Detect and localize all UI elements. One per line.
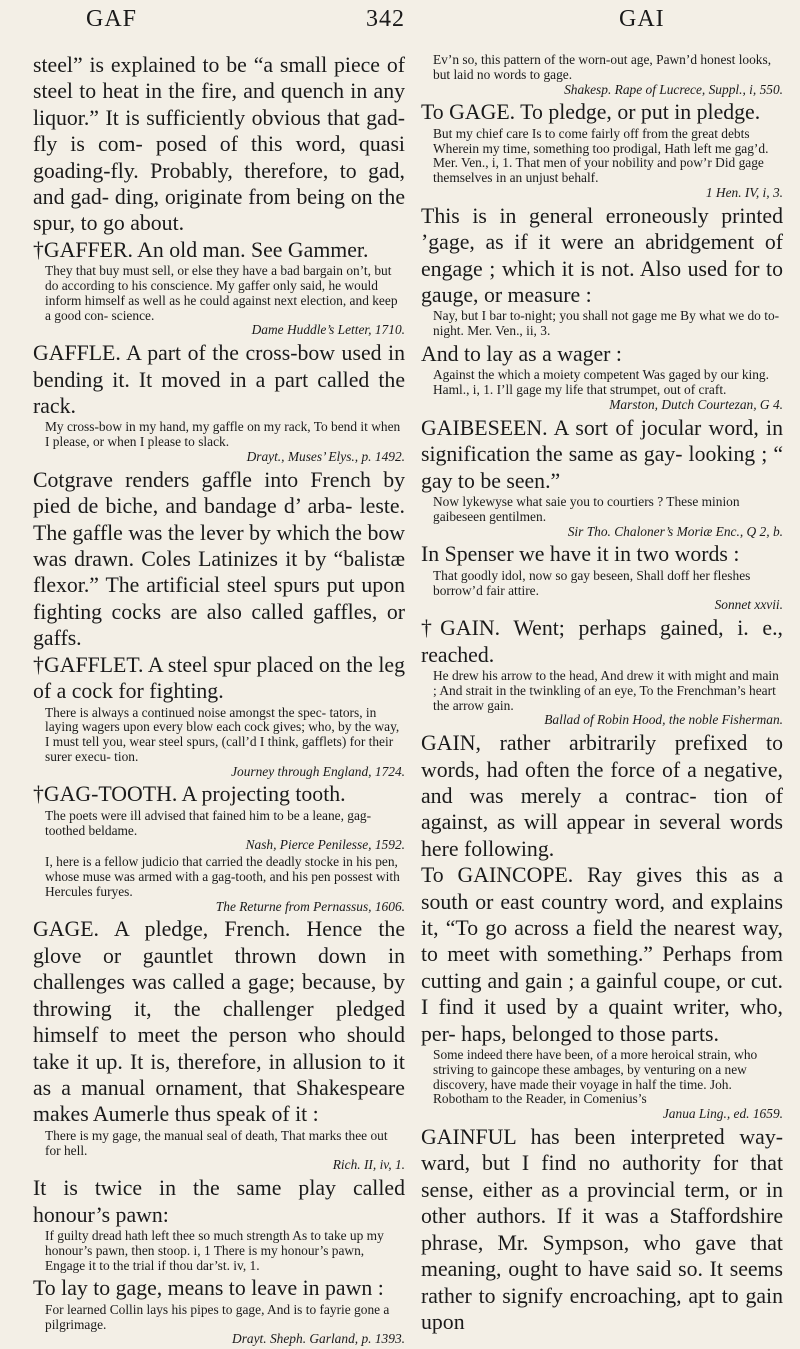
paragraph-text: If guilty dread hath left thee so much strength As to take up my honour’s pawn, then stoop. i, 1 There is my honour’s pawn, Engage it to the trial if thou dar’st. iv, 1. [45, 1227, 384, 1273]
citation-quote [33, 855, 405, 914]
citation-quote [33, 706, 405, 780]
source-citation: Shakesp. Rape of Lucrece, Suppl., i, 550. [564, 81, 783, 97]
entry-paragraph [421, 341, 783, 367]
paragraph-text: To GAINCOPE. Ray gives this as a south or east country word, and explains it, “To go across a field the nearest way, to meet with something.” Perhaps from cutting and gain ; a gainful coupe, or cut. I find it used by a quaint writer, who, per- haps, belonged to those parts. [421, 863, 783, 1046]
paragraph-text: GAFFLE. A part of the cross-bow used in bending it. It moved in a part called the rack. [33, 341, 405, 419]
source-citation: 1 Hen. IV, i, 3. [705, 184, 783, 200]
citation-quote [33, 1129, 405, 1173]
source-citation: Dame Huddle’s Letter, 1710. [251, 322, 405, 338]
entry-paragraph [33, 340, 405, 419]
entry-paragraph [33, 1275, 405, 1301]
paragraph-text: †GAIN. Went; perhaps gained, i. e., reached. [421, 616, 783, 667]
paragraph-text: This is in general erroneously printed ’gage, as if it were an abridgement of engage ; which it is not. Also used for to gauge, or measure : [421, 203, 783, 307]
source-citation: Journey through England, 1724. [231, 763, 405, 779]
right-column [421, 52, 783, 1335]
citation-quote [421, 127, 783, 201]
citation-quote [33, 264, 405, 338]
entry-paragraph [421, 1124, 783, 1335]
paragraph-text: There is always a continued noise amongst the spec- tators, in laying wagers upon every blow each cock gives; who, by the way, I must tell you, wear steel spurs, (call’d I think, gafflets) for their surer execu- tion. [45, 704, 400, 764]
source-citation: Sir Tho. Chaloner’s Moriæ Enc., Q 2, b. [567, 523, 783, 539]
source-citation: Marston, Dutch Courtezan, G 4. [609, 397, 783, 412]
entry-paragraph [421, 415, 783, 494]
source-citation: Ballad of Robin Hood, the noble Fisherman. [544, 712, 783, 728]
paragraph-text: My cross-bow in my hand, my gaffle on my rack, To bend it when I please, or when I please to slack. [45, 419, 401, 450]
entry-paragraph [33, 237, 405, 263]
citation-quote [421, 669, 783, 728]
source-citation: Janua Ling., ed. 1659. [662, 1106, 783, 1122]
paragraph-text: Now lykewyse what saie you to courtiers ? These minion gaibeseen gentilmen. [433, 494, 740, 524]
page-number: 342 [366, 6, 405, 32]
source-citation: Drayt. Sheph. Garland, p. 1393. [232, 1331, 405, 1347]
citation-quote [33, 809, 405, 853]
entry-paragraph [33, 781, 405, 807]
paragraph-text: GAINFUL has been interpreted way- ward, but I find no authority for that sense, either as a provincial term, or in other authors. If it was a Staffordshire phrase, Mr. Sympson, who gave that meaning, ought to have said so. It seems rather to signify encroaching, apt to gain upon [421, 1125, 783, 1334]
entry-paragraph [33, 52, 405, 237]
citation-quote [33, 420, 405, 464]
entry-paragraph [33, 916, 405, 1127]
paragraph-text: In Spenser we have it in two words : [421, 542, 740, 567]
paragraph-text: For learned Collin lays his pipes to gage, And is to fayrie gone a pilgrimage. [45, 1301, 390, 1332]
citation-quote [421, 569, 783, 613]
entry-paragraph [421, 203, 783, 309]
paragraph-text: GAGE. A pledge, French. Hence the glove or gauntlet thrown down in challenges was called a gage; because, by throwing it, the challenger pledged himself to meet the person who should take it up. It is, therefore, in allusion to it as a manual ornament, that Shakespeare makes Aumerle thus speak of it : [33, 917, 405, 1127]
paragraph-text: GAIBESEEN. A sort of jocular word, in signification the same as gay- looking ; “ gay to be seen.” [421, 415, 783, 493]
running-head-right: GAI [619, 6, 665, 32]
entry-paragraph [421, 862, 783, 1047]
citation-quote [33, 1303, 405, 1347]
paragraph-text: Cotgrave renders gaffle into French by pied de biche, and bandage d’ arba- leste. The gaffle was the lever by which the bow was drawn. Coles Latinizes it by “balistæ flexor.” The artificial steel spurs put upon fighting cocks are also called gaffles, or gaffs. [33, 467, 405, 651]
paragraph-text: There is my gage, the manual seal of death, That marks thee out for hell. [45, 1127, 388, 1158]
paragraph-text: It is twice in the same play called honour’s pawn: [33, 1176, 405, 1227]
entry-paragraph [421, 541, 783, 567]
paragraph-text: Nay, but I bar to-night; you shall not gage me By what we do to-night. Mer. Ven., ii, 3. [433, 308, 780, 339]
citation-quote [33, 1229, 405, 1273]
citation-quote [421, 53, 783, 97]
citation-quote [421, 309, 783, 339]
entry-paragraph [33, 1175, 405, 1228]
citation-quote [421, 1048, 783, 1122]
entry-paragraph [421, 730, 783, 862]
source-citation: Nash, Pierce Penilesse, 1592. [245, 837, 405, 853]
citation-quote [421, 368, 783, 412]
paragraph-text: The poets were ill advised that fained him to be a leane, gag-toothed beldame. [45, 807, 372, 838]
paragraph-text: GAIN, rather arbitrarily prefixed to words, had often the force of a negative, and was merely a contrac- tion of against, as will appear in several words here following. [421, 731, 783, 861]
source-citation: Rich. II, iv, 1. [332, 1157, 405, 1173]
paragraph-text: He drew his arrow to the head, And drew it with might and main ; And strait in the twinkling of an eye, To the Frenchman’s heart the arrow gain. [433, 668, 779, 713]
paragraph-text: To lay to gage, means to leave in pawn : [33, 1276, 384, 1301]
paragraph-text: Against the which a moiety competent Was gaged by our king. Haml., i, 1. I’ll gage my life that strumpet, out of craft. [433, 367, 769, 398]
paragraph-text: Some indeed there have been, of a more heroical strain, who striving to gaincope these ambages, by venturing on a new discovery, have made their voyage in half the time. Joh. Robotham to the Reader, in Comenius’s [433, 1047, 758, 1107]
paragraph-text: †GAFFER. An old man. See Gammer. [33, 237, 369, 262]
paragraph-text: And to lay as a wager : [421, 342, 622, 366]
paragraph-text: I, here is a fellow judicio that carried the deadly stocke in his pen, whose muse was armed with a gag-tooth, and his pen possest with Hercules furyes. [45, 854, 400, 899]
paragraph-text: steel” is explained to be “a small piece of steel to heat in the fire, and quench in any liquor.” It is sufficiently obvious that gad-fly is com- posed of this word, quasi goading-fly. Probably, therefore, to gad, and gad- ding, originate from being on the spur, to go about. [33, 53, 405, 236]
source-citation: The Returne from Pernassus, 1606. [215, 898, 405, 914]
left-column [33, 52, 405, 1349]
entry-paragraph [33, 467, 405, 652]
paragraph-text: But my chief care Is to come fairly off from the great debts Wherein my time, something too prodigal, Hath left me gag’d. Mer. Ven., i, 1. That men of your nobility and pow’r Did gage themselves in an unjust behalf. [433, 125, 769, 186]
paragraph-text: That goodly idol, now so gay beseen, Shall doff her fleshes borrow’d fair attire. [433, 567, 751, 598]
entry-paragraph [421, 99, 783, 125]
paragraph-text: They that buy must sell, or else they have a bad bargain on’t, but do according to his conscience. My gaffer only said, he would inform himself as well as he could against next election, and keep a good con- science. [45, 263, 398, 323]
entry-paragraph [421, 615, 783, 668]
paragraph-text: †GAG-TOOTH. A projecting tooth. [33, 782, 346, 807]
entry-paragraph [33, 652, 405, 705]
source-citation: Sonnet xxvii. [714, 597, 783, 613]
citation-quote [421, 495, 783, 539]
paragraph-text: To GAGE. To pledge, or put in pledge. [421, 100, 761, 125]
paragraph-text: †GAFFLET. A steel spur placed on the leg of a cock for fighting. [33, 652, 405, 704]
paragraph-text: Ev’n so, this pattern of the worn-out age, Pawn’d honest looks, but laid no words to gage. [433, 52, 772, 82]
running-head-left: GAF [86, 6, 138, 32]
source-citation: Drayt., Muses’ Elys., p. 1492. [246, 449, 405, 465]
page-header [0, 6, 800, 46]
